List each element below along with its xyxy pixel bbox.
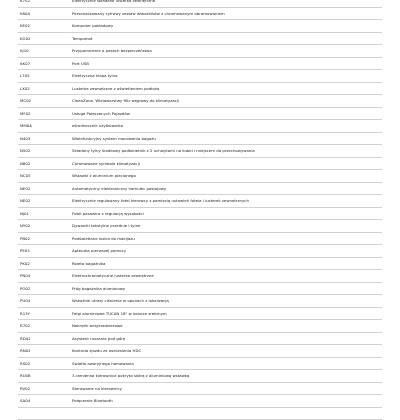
table-row [18,57,382,70]
option-description: Felgi aluminiowe TUCAN 18" w kolorze srebrnym [72,307,382,320]
table-row [18,395,382,408]
option-code: L705 [18,70,72,83]
table-row [18,257,382,270]
table-row [18,382,382,395]
table-row [18,182,382,195]
option-code: MC02 [18,95,72,108]
options-table-body [18,0,382,420]
option-description: Połączenie Bluetooth [72,395,382,408]
option-code: KK07 [18,57,72,70]
option-description: Elektrycznie składane lusterka zewnętrzne [72,0,382,7]
table-row [18,245,382,258]
table-row [18,232,382,245]
table-row [18,282,382,295]
option-description: Wskaźnik utraty ciśnienia w oponach z lokalizacją [72,295,382,308]
option-code: PE03 [18,245,72,258]
option-code: PU04 [18,295,72,308]
table-row [18,20,382,33]
table-row [18,120,382,133]
table-row [18,145,382,158]
option-description: Składany tylny środkowy podłokietnik z 2 uchwytami na kubki i miejscem do przechowywania [72,145,382,158]
table-row [18,307,382,320]
table-row [18,170,382,183]
option-code: N502 [18,145,72,158]
option-description: Światła awaryjnego hamowania [72,357,382,370]
table-row [18,207,382,220]
option-description: Elektrycznie regulowany fotel kierowcy z pamięcią ustawień fotela i lusterek zewnętrznych [72,195,382,208]
option-description: Tempomat [72,32,382,45]
option-code: NJ01 [18,207,72,220]
option-code: N802 [18,157,72,170]
table-row [18,95,382,108]
option-description: eśrodnecznik użytkownika [72,120,382,133]
table-row [18,370,382,383]
option-description: Przypomnienie o pasach bezpieczeństwa [72,45,382,58]
option-code: LX02 [18,82,72,95]
option-code: K80A [18,7,72,20]
table-row [18,7,382,20]
option-code: NE02 [18,195,72,208]
table-row [18,45,382,58]
option-code: NC05 [18,170,72,183]
option-code: K7S2 [18,0,72,7]
option-description: Apteczka pierwszej pomocy [72,245,382,258]
table-row [18,295,382,308]
option-code: PN04 [18,270,72,283]
table-row [18,407,382,420]
option-description: Personalizowany cyfrowy zestaw wskaźników z chromowanym obramowaniem [72,7,382,20]
option-description: Sterowanie na kierownicy [72,382,382,395]
option-description: Lusterka zewnętrzne z oświetleniem podłoża [72,82,382,95]
table-row [18,195,382,208]
option-description: Elektryczna klapa tylna [72,70,382,83]
option-description: Próg bagażnika aluminiowy [72,282,382,295]
option-code: R702 [18,320,72,333]
table-row [18,32,382,45]
option-description: Asystent ruszania pod górę [72,332,382,345]
option-code: RD02 [18,332,72,345]
option-description: 3-ramienna kierownica pokryta skórą z aluminiową wstawką [72,370,382,383]
option-code: KE02 [18,20,72,33]
table-row [18,345,382,358]
option-description: Elektrochromatyczne lusterka zewnętrzne [72,270,382,283]
equipment-options-table [18,0,382,420]
option-code: PK02 [18,257,72,270]
option-code: MF02 [18,107,72,120]
option-description: Dywaniki tekstylne przednie i tylne [72,220,382,233]
table-row [18,0,382,7]
table-row [18,357,382,370]
option-description: Automatyczny elektroniczny hamulec postojowy [72,182,382,195]
option-code: KJ10 [18,45,72,58]
option-code: RS02 [18,357,72,370]
option-code: PO02 [18,282,72,295]
option-code: NE02 [18,182,72,195]
option-code: RN02 [18,345,72,358]
option-description: Port USB [72,57,382,70]
option-description: Podświetlane lustra do makijażu [72,232,382,245]
option-description: CleanZone. Wielowarstwy filtr węglowy do klimatyzacji [72,95,382,108]
option-description: Wielofunkcyjny system mocowania bagażu [72,132,382,145]
table-row [18,70,382,83]
option-description: Nakrętki antykradzieżowe [72,320,382,333]
option-description [72,407,382,420]
table-row [18,157,382,170]
table-row [18,270,382,283]
option-description: Usługa Połączonych Pojazdów [72,107,382,120]
option-description: Roleta bagażnika [72,257,382,270]
table-row [18,107,382,120]
table-row [18,320,382,333]
option-description: Wstawki z aluminium plecionego [72,170,382,183]
table-row [18,220,382,233]
option-code: N403 [18,132,72,145]
table-row [18,132,382,145]
option-code: KG02 [18,32,72,45]
option-code: SA04 [18,395,72,408]
option-code: NY02 [18,220,72,233]
table-row [18,82,382,95]
table-row [18,332,382,345]
option-description: Kontrola zjazdu ze wzniesienia HDC [72,345,382,358]
option-code: RU0B [18,370,72,383]
option-description: Komputer pokładowy [72,20,382,33]
option-description: Fotel pasażera z regulacją wysokości [72,207,382,220]
option-code: R13Y [18,307,72,320]
option-code: RV02 [18,382,72,395]
option-code: PB02 [18,232,72,245]
option-description: Chromowane symbole klimatyzacji [72,157,382,170]
option-code [18,407,72,420]
option-code: MM0A [18,120,72,133]
